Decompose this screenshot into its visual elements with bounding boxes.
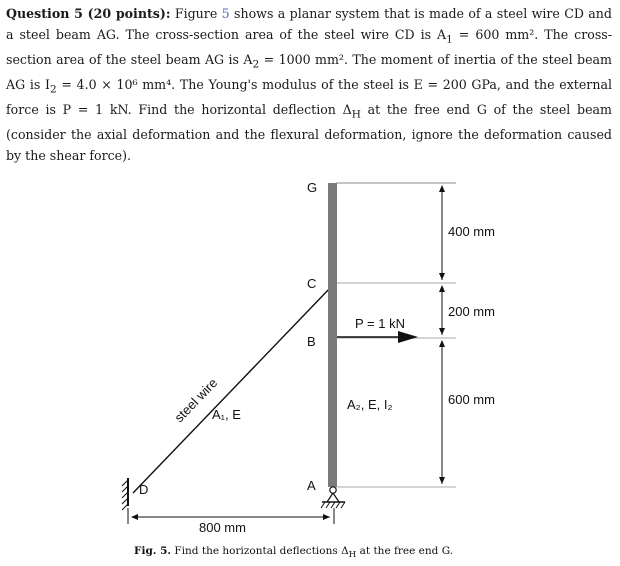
- dh-subscript: H: [351, 108, 361, 121]
- steel-wire-label: steel wire: [171, 375, 221, 426]
- problem-text-3: = 600 mm². The cross-section area of the steel beam AG is A: [6, 26, 612, 67]
- a1-subscript: 1: [446, 33, 453, 46]
- dim-label-horizontal: 800 mm: [199, 520, 246, 535]
- problem-text-4: = 1000 mm². The moment of inertia of the steel beam AG is I: [6, 51, 612, 92]
- point-label-c: C: [307, 276, 317, 291]
- problem-text-1: Figure: [174, 6, 218, 21]
- point-label-g: G: [307, 180, 318, 195]
- question-heading: Question 5 (20 points):: [6, 6, 171, 21]
- force-arrowhead: [398, 331, 418, 343]
- dim-label-bottom: 600 mm: [448, 392, 495, 407]
- figure-reference: 5: [221, 6, 230, 21]
- caption-label: Fig. 5.: [134, 545, 172, 557]
- problem-text-5: = 4.0 × 10⁶ mm⁴. The Young's modulus of the steel is E = 200 GPa, and the external force is P = 1 kN. Find the horizontal deflection Δ: [6, 76, 612, 117]
- figure-caption: [134, 545, 453, 560]
- beam-properties-label: A₂, E, I₂: [347, 397, 393, 412]
- a2-subscript: 2: [252, 58, 260, 71]
- problem-text-6: at the free end G of the steel beam (consider the axial deformation and the flexural deformation, ignore the deformation caused by the shear force).: [6, 101, 612, 163]
- steel-beam-ag: [328, 183, 337, 487]
- point-label-a: A: [307, 478, 316, 493]
- dim-label-top: 400 mm: [448, 224, 495, 239]
- pin-support-a: [321, 487, 345, 508]
- caption-subscript: H: [348, 550, 357, 561]
- problem-text-2: shows a planar system that is made of a steel wire CD and a steel beam AG. The cross-section area of the steel wire CD is A: [6, 6, 612, 42]
- steel-wire-cd: [133, 287, 331, 493]
- i2-subscript: 2: [49, 83, 57, 96]
- caption-tail: at the free end G.: [356, 545, 454, 557]
- caption-text: Find the horizontal deflections Δ: [174, 545, 349, 557]
- point-label-b: B: [307, 334, 316, 349]
- point-label-d: D: [139, 482, 149, 497]
- wire-properties-label: A₁, E: [212, 407, 241, 422]
- dim-label-middle: 200 mm: [448, 304, 495, 319]
- fixed-support-d: [122, 478, 128, 510]
- force-label: P = 1 kN: [355, 316, 405, 331]
